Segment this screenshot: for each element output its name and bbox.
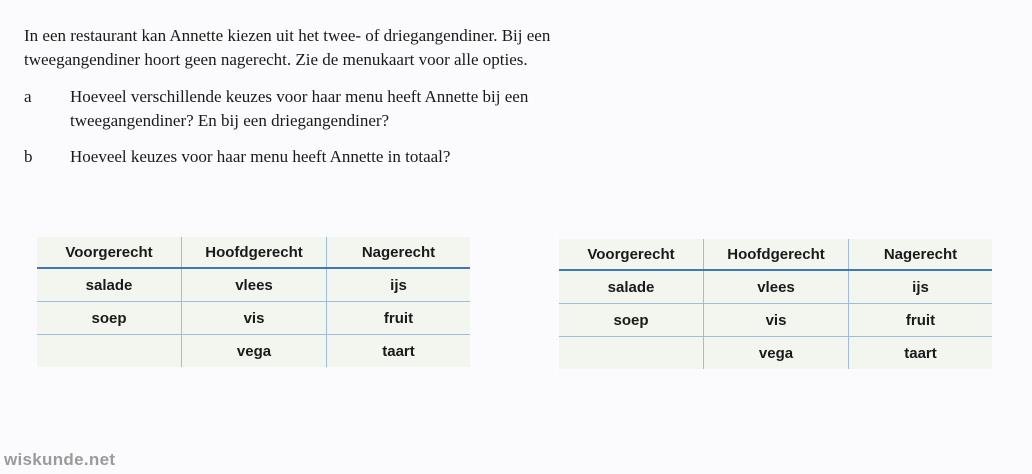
question-a-line-1: Hoeveel verschillende keuzes voor haar menu heeft Annette bij een <box>70 87 529 106</box>
table-row <box>37 302 470 335</box>
table-cell: vis <box>182 302 327 335</box>
table-cell <box>37 335 182 368</box>
question-b-line-1: Hoeveel keuzes voor haar menu heeft Annette in totaal? <box>70 147 451 166</box>
header-hoofdgerecht: Hoofdgerecht <box>182 237 327 268</box>
menu-header-row <box>37 237 470 268</box>
menu-table-right <box>559 239 992 369</box>
table-cell: fruit <box>327 302 471 335</box>
table-cell: soep <box>559 304 704 337</box>
table-cell: taart <box>849 337 993 370</box>
table-row <box>559 337 992 370</box>
question-a-text <box>70 85 650 133</box>
intro-text <box>24 24 664 72</box>
table-cell: salade <box>37 268 182 302</box>
table-cell: fruit <box>849 304 993 337</box>
menu-header-row <box>559 239 992 270</box>
intro-line-2: tweegangendiner hoort geen nagerecht. Zie de menukaart voor alle opties. <box>24 50 528 69</box>
table-cell: taart <box>327 335 471 368</box>
header-nagerecht: Nagerecht <box>327 237 471 268</box>
table-cell: vlees <box>704 270 849 304</box>
table-cell: soep <box>37 302 182 335</box>
table-row <box>559 270 992 304</box>
table-cell: ijs <box>849 270 993 304</box>
header-voorgerecht: Voorgerecht <box>37 237 182 268</box>
intro-line-1: In een restaurant kan Annette kiezen uit het twee- of driegangendiner. Bij een <box>24 26 551 45</box>
table-cell: vega <box>182 335 327 368</box>
header-hoofdgerecht: Hoofdgerecht <box>704 239 849 270</box>
table-row <box>37 268 470 302</box>
header-voorgerecht: Voorgerecht <box>559 239 704 270</box>
table-cell: vega <box>704 337 849 370</box>
question-b-text <box>70 145 650 169</box>
menu-table-left <box>37 237 470 367</box>
table-cell: vis <box>704 304 849 337</box>
table-cell: ijs <box>327 268 471 302</box>
table-row <box>559 304 992 337</box>
question-a-letter: a <box>24 87 32 106</box>
wiskunde-logo: wiskunde.net <box>4 450 116 469</box>
question-a-line-2: tweegangendiner? En bij een driegangendiner? <box>70 111 390 130</box>
table-cell: salade <box>559 270 704 304</box>
header-nagerecht: Nagerecht <box>849 239 993 270</box>
table-cell <box>559 337 704 370</box>
question-b-letter: b <box>24 147 33 166</box>
table-cell: vlees <box>182 268 327 302</box>
table-row <box>37 335 470 368</box>
